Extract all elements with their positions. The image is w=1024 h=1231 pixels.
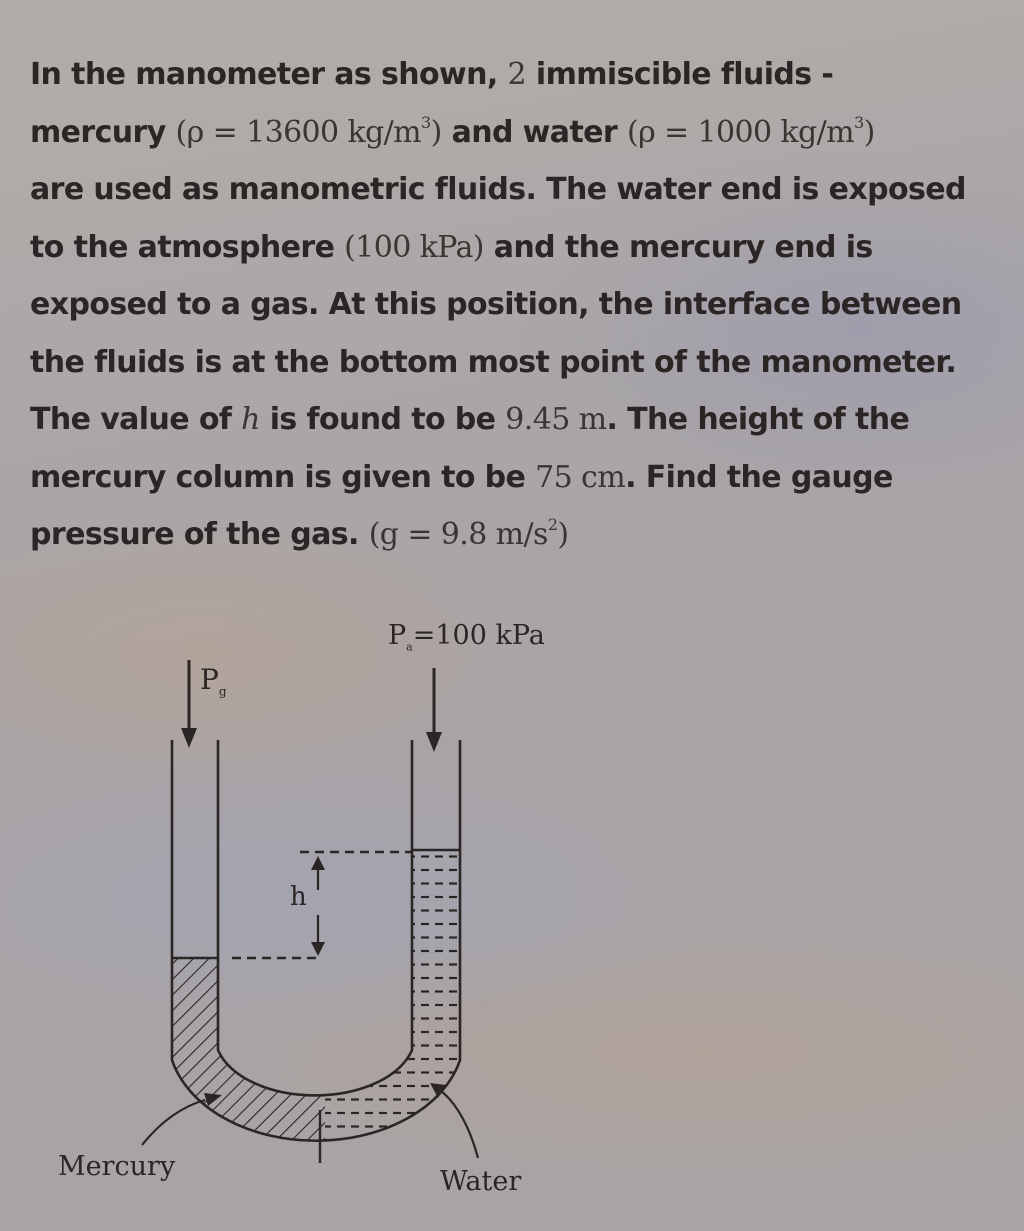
gas-pressure-label: $P_g$ xyxy=(200,663,227,699)
problem-line-8 xyxy=(30,449,1005,507)
fluid-count: 2 xyxy=(507,57,527,92)
atm-pressure-label: $P_a=100$ kPa xyxy=(388,620,545,654)
problem-line-6: the fluids is at the bottom most point of the manometer. xyxy=(30,344,957,380)
atm-pressure-value: (100 kPa) xyxy=(344,229,484,265)
text: . The height of the xyxy=(606,402,910,437)
text: immiscible fluids - xyxy=(526,57,834,92)
problem-statement xyxy=(30,46,1005,564)
text: mercury xyxy=(30,114,176,150)
text: . Find the gauge xyxy=(625,459,893,495)
problem-line-2 xyxy=(30,104,1005,162)
problem-line-9 xyxy=(30,506,1005,564)
text: to the atmosphere xyxy=(30,229,345,265)
height-label: h xyxy=(290,882,307,912)
problem-line-4 xyxy=(30,219,1005,277)
water-fill xyxy=(325,850,465,1180)
text: In the manometer as shown, xyxy=(30,57,508,92)
mercury-height-value: 75 cm xyxy=(535,459,626,495)
atm-pressure-arrow-icon xyxy=(426,668,442,752)
tube-inner-wall xyxy=(218,740,412,1095)
mercury-leader-line xyxy=(142,1100,205,1145)
text: is found to be xyxy=(259,402,506,437)
problem-line-1 xyxy=(30,46,1005,104)
mercury-density: (ρ = 13600 $kg/m^3$) xyxy=(175,112,442,150)
mercury-fill xyxy=(165,958,325,1178)
mercury-label: Mercury xyxy=(58,1151,176,1182)
problem-line-3: are used as manometric fluids. The water end is exposed xyxy=(30,172,966,207)
gravity-value: (g = 9.8 $m/s^2$) xyxy=(368,515,569,552)
height-arrow-icon xyxy=(311,856,325,956)
text: and the mercury end is xyxy=(483,229,873,265)
h-variable: h xyxy=(241,402,260,437)
u-tube-svg xyxy=(0,600,620,1220)
gas-pressure-arrow-icon xyxy=(181,660,197,748)
text: pressure of the gas. xyxy=(30,517,369,552)
text: and water xyxy=(441,114,627,150)
water-density: (ρ = 1000 $kg/m^3$) xyxy=(626,112,875,150)
water-leader-line xyxy=(440,1090,478,1158)
h-value: 9.45 m xyxy=(505,402,607,437)
problem-line-7 xyxy=(30,391,1005,449)
problem-line-5: exposed to a gas. At this position, the interface between xyxy=(30,287,962,322)
manometer-diagram xyxy=(0,600,620,1220)
water-label: Water xyxy=(440,1166,522,1197)
text: The value of xyxy=(30,402,242,437)
text: mercury column is given to be xyxy=(30,459,536,495)
